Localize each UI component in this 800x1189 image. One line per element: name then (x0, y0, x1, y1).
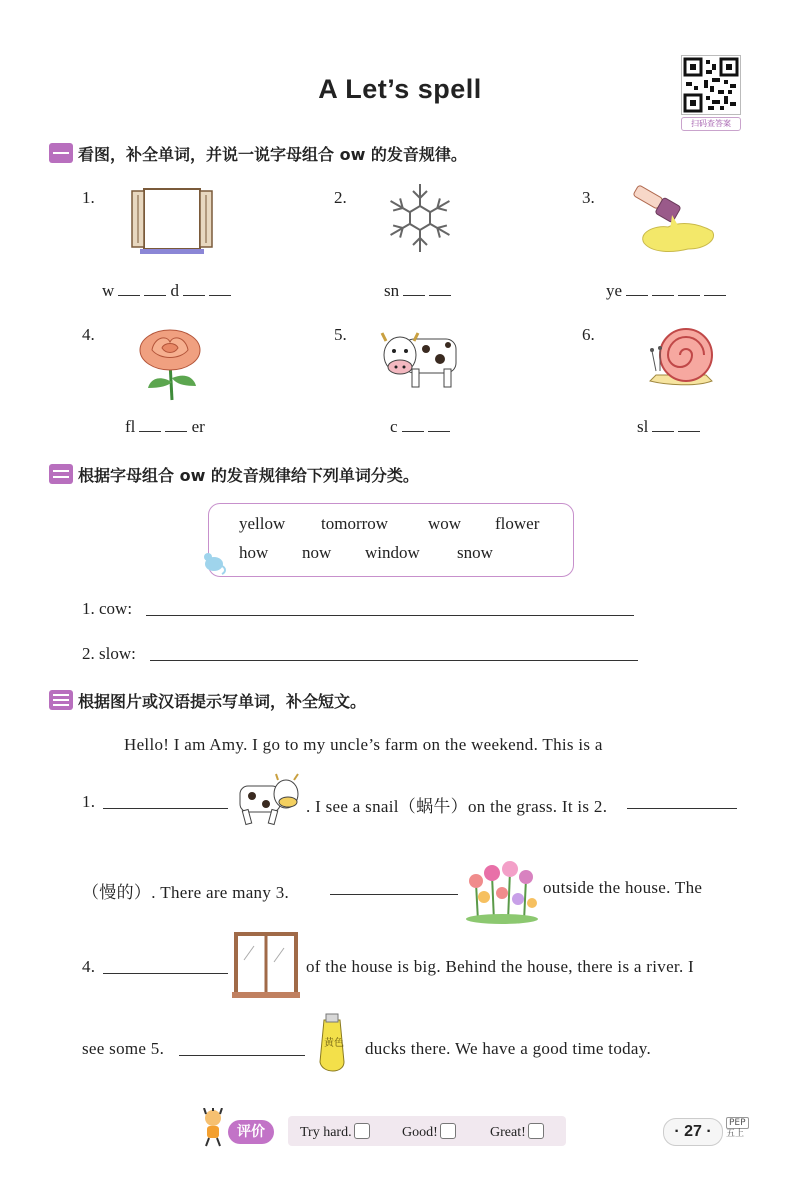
passage-line-4: of the house is big. Behind the house, there is a river. I (306, 957, 695, 976)
checkbox[interactable] (354, 1123, 370, 1139)
word-box (208, 503, 574, 577)
passage-line-3b: outside the house. The (543, 878, 703, 897)
snail-picture (646, 325, 718, 389)
blank[interactable] (429, 281, 451, 296)
item-5-number: 5. (334, 325, 347, 344)
window-hint-picture (232, 930, 300, 1000)
passage-blank-5[interactable] (179, 1055, 305, 1056)
passage-line-5a: see some 5. (82, 1039, 165, 1058)
blank[interactable] (144, 281, 166, 296)
kid-mascot-icon (198, 1108, 228, 1148)
mouse-mascot-icon (200, 550, 228, 576)
checkbox[interactable] (440, 1123, 456, 1139)
item-5-word: c (390, 417, 450, 437)
cow-hint-picture (232, 770, 302, 830)
blank[interactable] (209, 281, 231, 296)
item-2-number: 2. (334, 188, 347, 207)
evaluation-badge: 评价 (228, 1120, 274, 1144)
yellow-label: 黄色 (324, 1038, 344, 1049)
passage-blank-3[interactable] (330, 894, 458, 895)
blank[interactable] (626, 281, 648, 296)
item-3-word: ye (606, 281, 726, 301)
cow-picture (378, 325, 462, 395)
passage-line-2: . I see a snail（蜗牛）on the grass. It is 2. (306, 797, 608, 816)
page-number: · 27 · (663, 1118, 723, 1146)
word-snow: snow (457, 543, 493, 562)
section-3-heading: 根据图片或汉语提示写单词，补全短文。 (49, 690, 366, 714)
word-window: window (365, 543, 420, 562)
eval-good[interactable]: Good! (402, 1123, 456, 1141)
flower-picture (130, 322, 210, 402)
blank[interactable] (183, 281, 205, 296)
qr-code-icon (682, 56, 740, 114)
eval-great[interactable]: Great! (490, 1123, 544, 1141)
item-3-number: 3. (582, 188, 595, 207)
blank[interactable] (402, 417, 424, 432)
passage-blank-4[interactable] (103, 973, 228, 974)
passage-line-1: Hello! I am Amy. I go to my uncle’s farm on the weekend. This is a (124, 735, 603, 754)
classify-row-1-label: 1. cow: (82, 599, 133, 618)
classify-row-2-label: 2. slow: (82, 644, 136, 663)
section-1-heading: 看图，补全单词，并说一说字母组合 ow 的发音规律。 (49, 143, 467, 167)
qr-label: 扫码查答案 (681, 117, 741, 131)
flowers-hint-picture (462, 853, 540, 925)
item-1-number: 1. (82, 188, 95, 207)
yellow-paint-picture (628, 185, 720, 257)
checkbox[interactable] (528, 1123, 544, 1139)
yellow-paint-hint-picture (310, 1012, 360, 1080)
passage-blank-1[interactable] (103, 808, 228, 809)
item-6-number: 6. (582, 325, 595, 344)
classify-row-2-line[interactable] (150, 660, 638, 661)
word-tomorrow: tomorrow (321, 514, 389, 533)
word-yellow: yellow (239, 514, 286, 533)
passage-blank-1-number: 1. (82, 792, 96, 811)
blank[interactable] (704, 281, 726, 296)
qr-code[interactable] (681, 55, 741, 128)
item-4-word: fl er (125, 417, 205, 436)
blank[interactable] (118, 281, 140, 296)
passage-blank-4-number: 4. (82, 957, 96, 976)
blank[interactable] (403, 281, 425, 296)
section-3-icon (49, 690, 73, 710)
blank[interactable] (139, 417, 161, 432)
item-1-word: w d (102, 281, 231, 301)
passage-line-5b: ducks there. We have a good time today. (365, 1039, 652, 1058)
snowflake-picture (380, 180, 460, 256)
word-flower: flower (495, 514, 540, 533)
eval-try-hard[interactable]: Try hard. (300, 1123, 370, 1141)
window-picture (128, 185, 216, 255)
blank[interactable] (678, 281, 700, 296)
passage-blank-2[interactable] (627, 808, 737, 809)
blank[interactable] (678, 417, 700, 432)
passage-line-3a: （慢的）. There are many 3. (82, 883, 290, 902)
word-how: how (239, 543, 269, 562)
blank[interactable] (165, 417, 187, 432)
blank[interactable] (652, 417, 674, 432)
section-1-icon (49, 143, 73, 163)
evaluation-bar (288, 1116, 566, 1146)
page-title: A Let’s spell (318, 74, 482, 104)
word-now: now (302, 543, 332, 562)
item-4-number: 4. (82, 325, 95, 344)
blank[interactable] (428, 417, 450, 432)
item-6-word: sl (637, 417, 700, 437)
word-wow: wow (428, 514, 462, 533)
edition-label: PEP 五上 (726, 1118, 749, 1140)
section-2-icon (49, 464, 73, 484)
classify-row-1-line[interactable] (146, 615, 634, 616)
item-2-word: sn (384, 281, 451, 301)
blank[interactable] (652, 281, 674, 296)
section-2-heading: 根据字母组合 ow 的发音规律给下列单词分类。 (49, 464, 419, 488)
